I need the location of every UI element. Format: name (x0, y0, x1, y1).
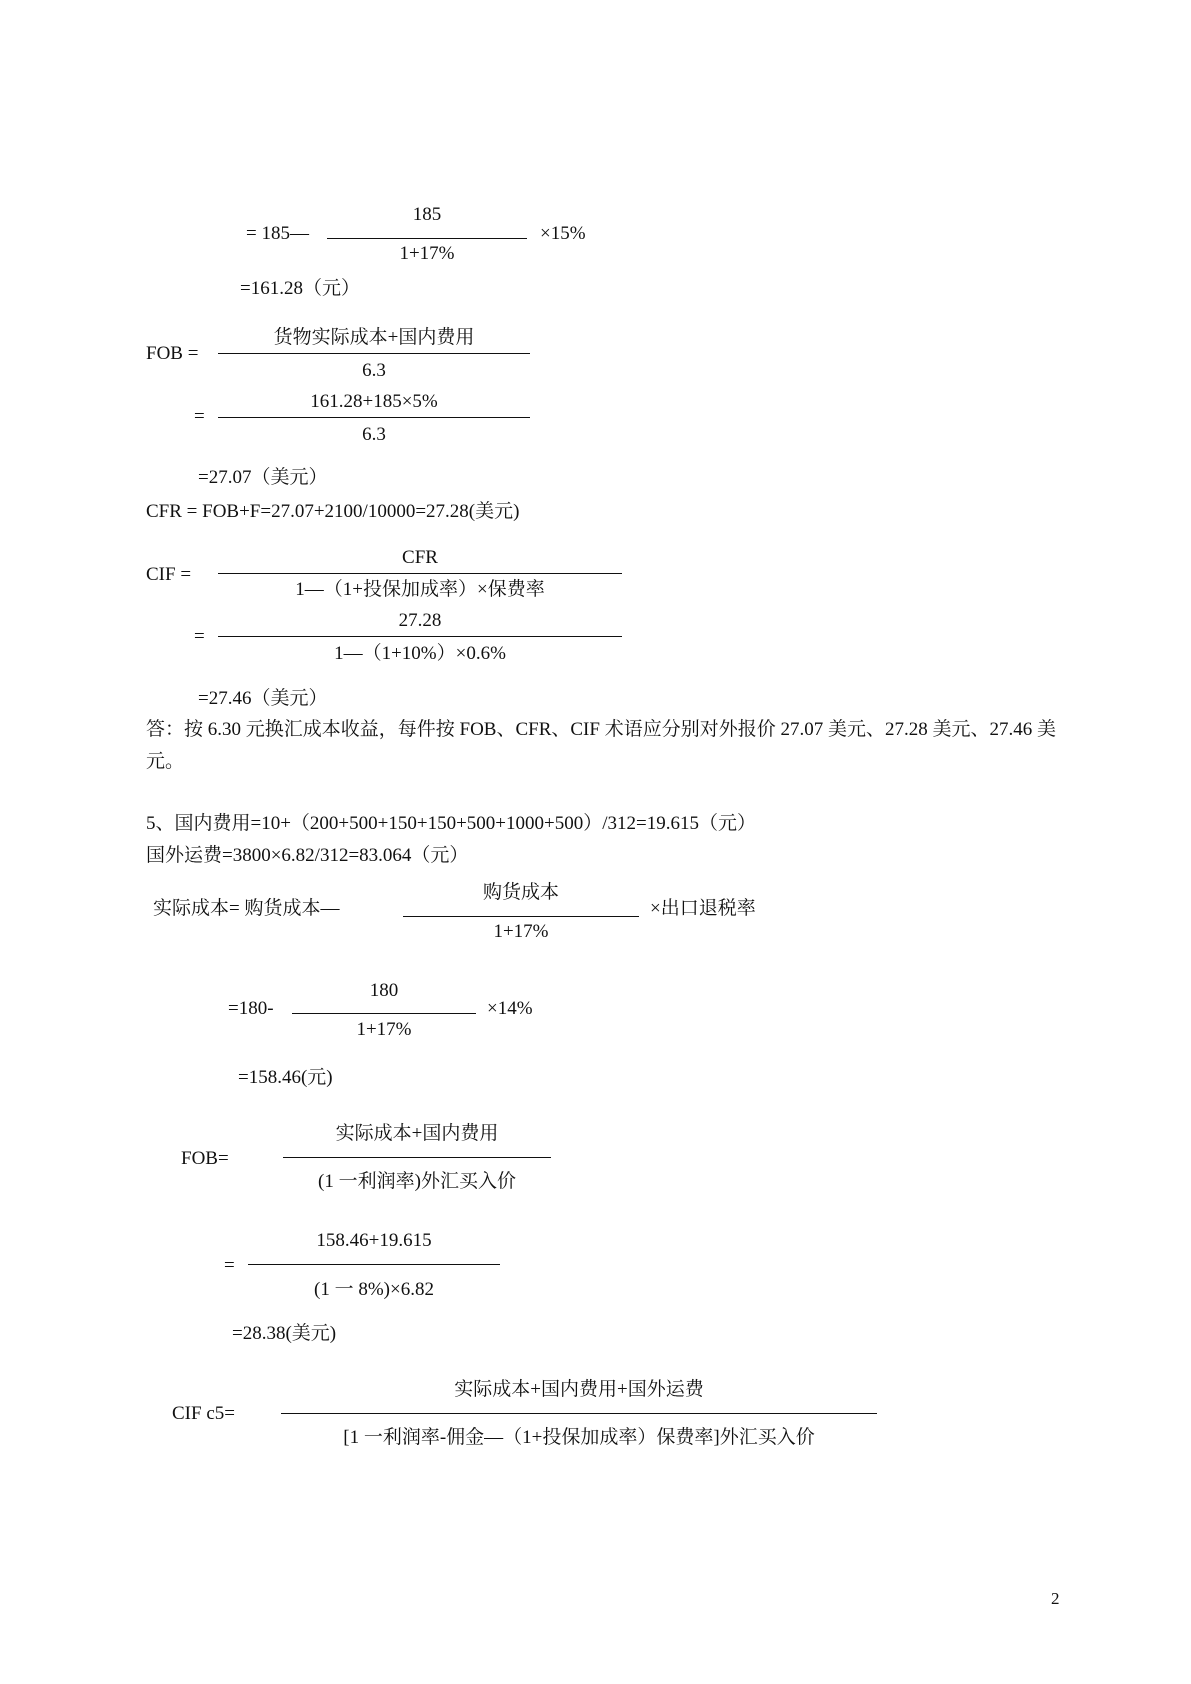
fraction-numerator: 货物实际成本+国内费用 (273, 327, 475, 348)
fraction-denominator: 1+17% (399, 243, 455, 264)
fraction-numerator: 实际成本+国内费用 (335, 1123, 499, 1144)
actual-cost-label: 实际成本= 购货成本— (153, 898, 340, 919)
page-number: 2 (1051, 1589, 1060, 1608)
fraction-bar (292, 1013, 476, 1014)
fraction-numerator: 27.28 (398, 610, 442, 631)
fraction-bar (248, 1264, 500, 1265)
fob-label: FOB= (181, 1148, 229, 1169)
fraction-bar (218, 573, 622, 574)
fraction-numerator: 185 (412, 204, 442, 225)
fraction-denominator: 1—（1+投保加成率）×保费率 (295, 579, 545, 600)
formula-result: =161.28（元） (240, 278, 360, 299)
fraction-bar (327, 238, 527, 239)
formula-suffix: ×14% (487, 998, 533, 1019)
cif-label: CIF c5= (172, 1403, 235, 1424)
fraction-bar (218, 417, 530, 418)
fraction-bar (218, 353, 530, 354)
fraction-numerator: 161.28+185×5% (310, 391, 438, 412)
fraction-bar (283, 1157, 551, 1158)
formula-result: =28.38(美元) (232, 1323, 337, 1344)
cif-label: CIF = (146, 564, 192, 585)
fraction-numerator: 180 (369, 980, 399, 1001)
fraction-bar (403, 916, 639, 917)
freight-line: 国外运费=3800×6.82/312=83.064（元） (146, 845, 469, 866)
fraction-denominator: 1—（1+10%）×0.6% (334, 643, 506, 664)
fraction-bar (218, 636, 622, 637)
fraction-denominator: 6.3 (362, 424, 386, 445)
fraction-numerator: CFR (402, 547, 438, 568)
fraction-denominator: (1 一 8%)×6.82 (314, 1279, 434, 1300)
fraction-numerator: 购货成本 (482, 882, 559, 903)
fraction-denominator: (1 一利润率)外汇买入价 (318, 1171, 516, 1192)
cfr-formula: CFR = FOB+F=27.07+2100/10000=27.28(美元) (146, 501, 520, 522)
formula-suffix: ×15% (540, 223, 586, 244)
fraction-denominator: 1+17% (493, 921, 549, 942)
formula-result: =27.07（美元） (198, 467, 328, 488)
formula-suffix: ×出口退税率 (650, 898, 756, 919)
formula-result: =27.46（美元） (198, 688, 328, 709)
formula-prefix: =180- (228, 998, 274, 1019)
fraction-denominator: 6.3 (362, 360, 386, 381)
fraction-bar (281, 1413, 877, 1414)
fraction-denominator: 1+17% (356, 1019, 412, 1040)
equals-sign: = (224, 1255, 235, 1276)
formula-result: =158.46(元) (238, 1067, 333, 1088)
answer-paragraph: 答：按 6.30 元换汇成本收益，每件按 FOB、CFR、CIF 术语应分别对外报价 27.07 美元、27.28 美元、27.46 美元。 (146, 719, 1056, 772)
fraction-numerator: 158.46+19.615 (316, 1230, 432, 1251)
equals-sign: = (194, 406, 205, 427)
fraction-denominator: [1 一利润率-佣金—（1+投保加成率）保费率]外汇买入价 (343, 1427, 815, 1448)
fraction-numerator: 实际成本+国内费用+国外运费 (454, 1379, 704, 1400)
fob-label: FOB = (146, 343, 199, 364)
domestic-cost-line: 5、国内费用=10+（200+500+150+150+500+1000+500）/312=19.615（元） (146, 813, 756, 834)
formula-prefix: = 185— (246, 223, 309, 244)
equals-sign: = (194, 626, 205, 647)
